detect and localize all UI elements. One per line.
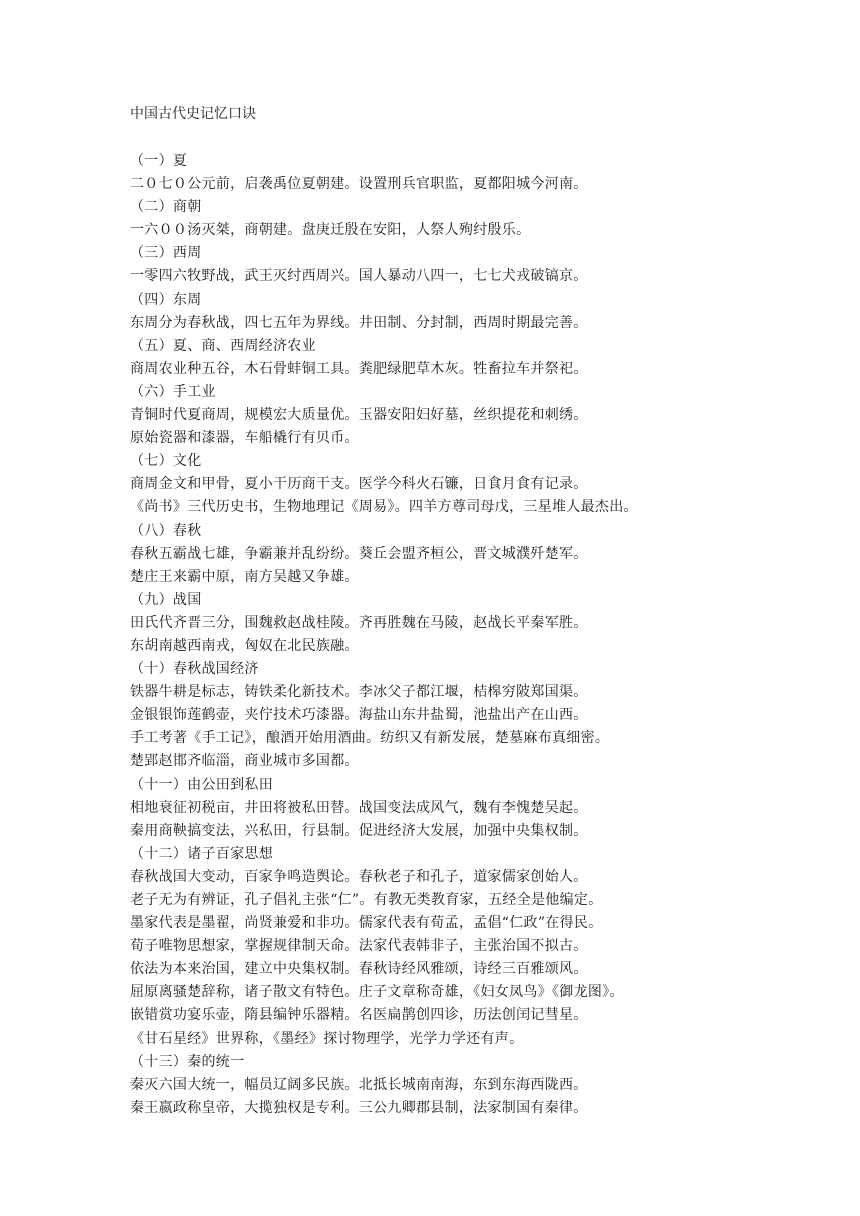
section-heading: （一）夏 [130, 153, 188, 169]
text-line: 荀子唯物思想家，掌握规律制天命。法家代表韩非子，主张治国不拟古。 [130, 938, 588, 955]
text-line: 秦王嬴政称皇帝，大揽独权是专利。三公九卿郡县制，法家制国有秦律。 [130, 1099, 588, 1116]
section-heading: （八）春秋 [130, 522, 202, 539]
section-heading: （七）文化 [130, 453, 202, 470]
text-line: 楚郢赵邯齐临淄，商业城市多国都。 [130, 753, 359, 770]
document-body [130, 150, 730, 1120]
text-line: 春秋战国大变动，百家争鸣造舆论。春秋老子和孔子，道家儒家创始人。 [130, 868, 588, 885]
text-line: 一六００汤灭桀，商朝建。盘庚迁殷在安阳，人祭人殉纣殷乐。 [130, 222, 531, 239]
text-line: 《甘石星经》世界称，《墨经》探讨物理学，光学力学还有声。 [130, 1030, 524, 1047]
text-line: 二０七０公元前，启袭禹位夏朝建。设置刑兵官职监，夏都阳城今河南。 [130, 176, 588, 193]
section-heading: （六）手工业 [130, 383, 216, 400]
section-heading: （四）东周 [130, 291, 202, 308]
text-line: 相地衰征初税亩，井田将被私田替。战国变法成风气，魏有李愧楚吴起。 [130, 799, 588, 816]
text-line: 老子无为有辨证，孔子倡礼主张“仁”。有教无类教育家，五经全是他编定。 [130, 892, 603, 908]
text-line: 铁器牛耕是标志，铸铁柔化新技术。李冰父子都江堰，桔槔穷陂郑国渠。 [130, 684, 588, 701]
text-line: 青铜时代夏商周，规模宏大质量优。玉器安阳妇好墓，丝织提花和刺绣。 [130, 407, 588, 424]
section-heading: （九）战国 [130, 591, 202, 608]
text-line: 一零四六牧野战，武王灭纣西周兴。国人暴动八四一，七七犬戎破镐京。 [130, 268, 588, 285]
text-line: 秦用商鞅搞变法，兴私田，行县制。促进经济大发展，加强中央集权制。 [130, 822, 588, 839]
text-line: 春秋五霸战七雄，争霸兼并乱纷纷。葵丘会盟齐桓公，晋文城濮歼楚军。 [130, 545, 588, 562]
text-line: 手工考著《手工记》，酿酒开始用酒曲。纺织又有新发展，楚墓麻布真细密。 [130, 730, 610, 747]
text-line: 商周农业种五谷，木石骨蚌铜工具。粪肥绿肥草木灰。牲畜拉车并祭祀。 [130, 360, 588, 377]
text-line: 东周分为春秋战，四七五年为界线。井田制、分封制，西周时期最完善。 [130, 314, 588, 331]
text-line: 屈原离骚楚辞称，诸子散文有特色。庄子文章称奇雄，《妇女凤鸟》《御龙图》。 [130, 984, 624, 1001]
text-line: 《尚书》三代历史书，生物地理记《周易》。四羊方尊司母戊，三星堆人最杰出。 [130, 499, 638, 516]
document-title: 中国古代史记忆口诀 [130, 106, 256, 122]
text-line: 秦灭六国大统一，幅员辽阔多民族。北抵长城南南海，东到东海西陇西。 [130, 1076, 588, 1093]
text-line: 原始瓷器和漆器，车船橇行有贝币。 [130, 430, 359, 447]
text-line: 金银银饰莲鹤壶，夹佇技术巧漆器。海盐山东井盐蜀，池盐出产在山西。 [130, 707, 588, 724]
text-line: 依法为本来治国，建立中央集权制。春秋诗经风雅颂，诗经三百雅颂风。 [130, 961, 588, 978]
text-line: 嵌错赏功宴乐壶，隋县编钟乐器精。名医扁鹊创四诊，历法创闰记彗星。 [130, 1007, 588, 1024]
section-heading: （十二）诸子百家思想 [130, 845, 273, 862]
section-heading: （五）夏、商、西周经济农业 [130, 337, 316, 354]
section-heading: （三）西周 [130, 245, 202, 262]
section-heading: （十）春秋战国经济 [130, 661, 259, 678]
text-line: 东胡南越西南戎，匈奴在北民族融。 [130, 637, 359, 654]
text-line: 墨家代表是墨翟，尚贤兼爱和非功。儒家代表有荀孟，孟倡“仁政”在得民。 [130, 915, 603, 932]
text-line: 田氏代齐晋三分，围魏救赵战桂陵。齐再胜魏在马陵，赵战长平秦军胜。 [130, 614, 588, 631]
text-line: 楚庄王来霸中原，南方吴越又争雄。 [130, 568, 359, 585]
section-heading: （十三）秦的统一 [130, 1053, 245, 1070]
section-heading: （十一）由公田到私田 [130, 776, 273, 793]
text-line: 商周金文和甲骨，夏小干历商干支。医学今科火石镰，日食月食有记录。 [130, 476, 588, 493]
section-heading: （二）商朝 [130, 199, 202, 216]
